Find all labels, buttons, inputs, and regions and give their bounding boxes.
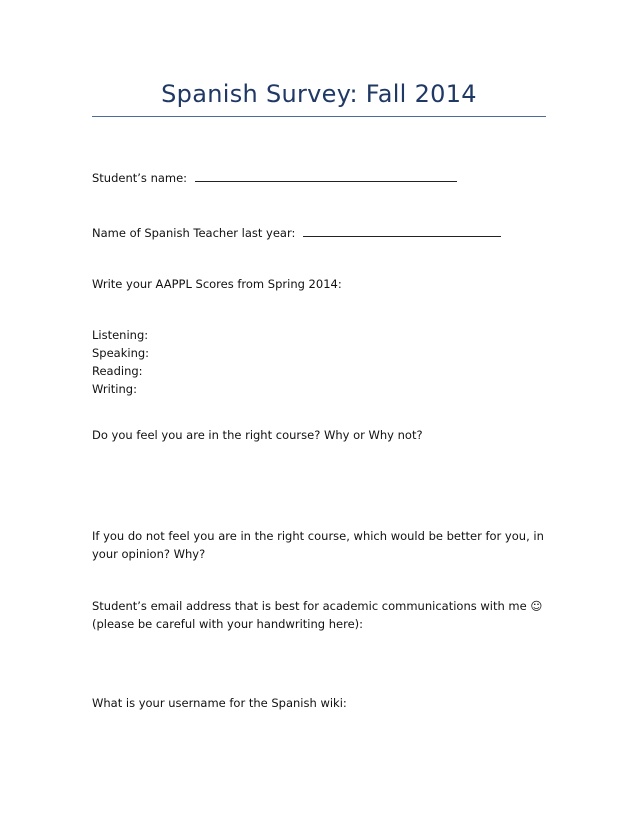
score-writing: Writing: — [92, 382, 137, 396]
score-reading: Reading: — [92, 364, 143, 378]
email-question: Student’s email address that is best for academic communications with me ☺ (please be careful with your handwriting here): — [92, 599, 543, 631]
score-list — [92, 326, 149, 398]
wiki-question: What is your username for the Spanish wiki: — [92, 696, 347, 710]
course-question: Do you feel you are in the right course? Why or Why not? — [92, 428, 423, 442]
page-title: Spanish Survey: Fall 2014 — [161, 80, 477, 108]
aappl-prompt: Write your AAPPL Scores from Spring 2014: — [92, 277, 342, 291]
score-listening: Listening: — [92, 328, 149, 342]
better-course-question: If you do not feel you are in the right course, which would be better for you, in your opinion? Why? — [92, 529, 544, 561]
score-speaking: Speaking: — [92, 346, 150, 360]
teacher-blank[interactable] — [303, 224, 501, 237]
student-name-row — [92, 169, 457, 187]
student-name-label: Student’s name: — [92, 171, 188, 185]
teacher-row — [92, 224, 501, 242]
title-underline — [92, 116, 546, 117]
teacher-label: Name of Spanish Teacher last year: — [92, 226, 296, 240]
student-name-blank[interactable] — [195, 169, 457, 182]
